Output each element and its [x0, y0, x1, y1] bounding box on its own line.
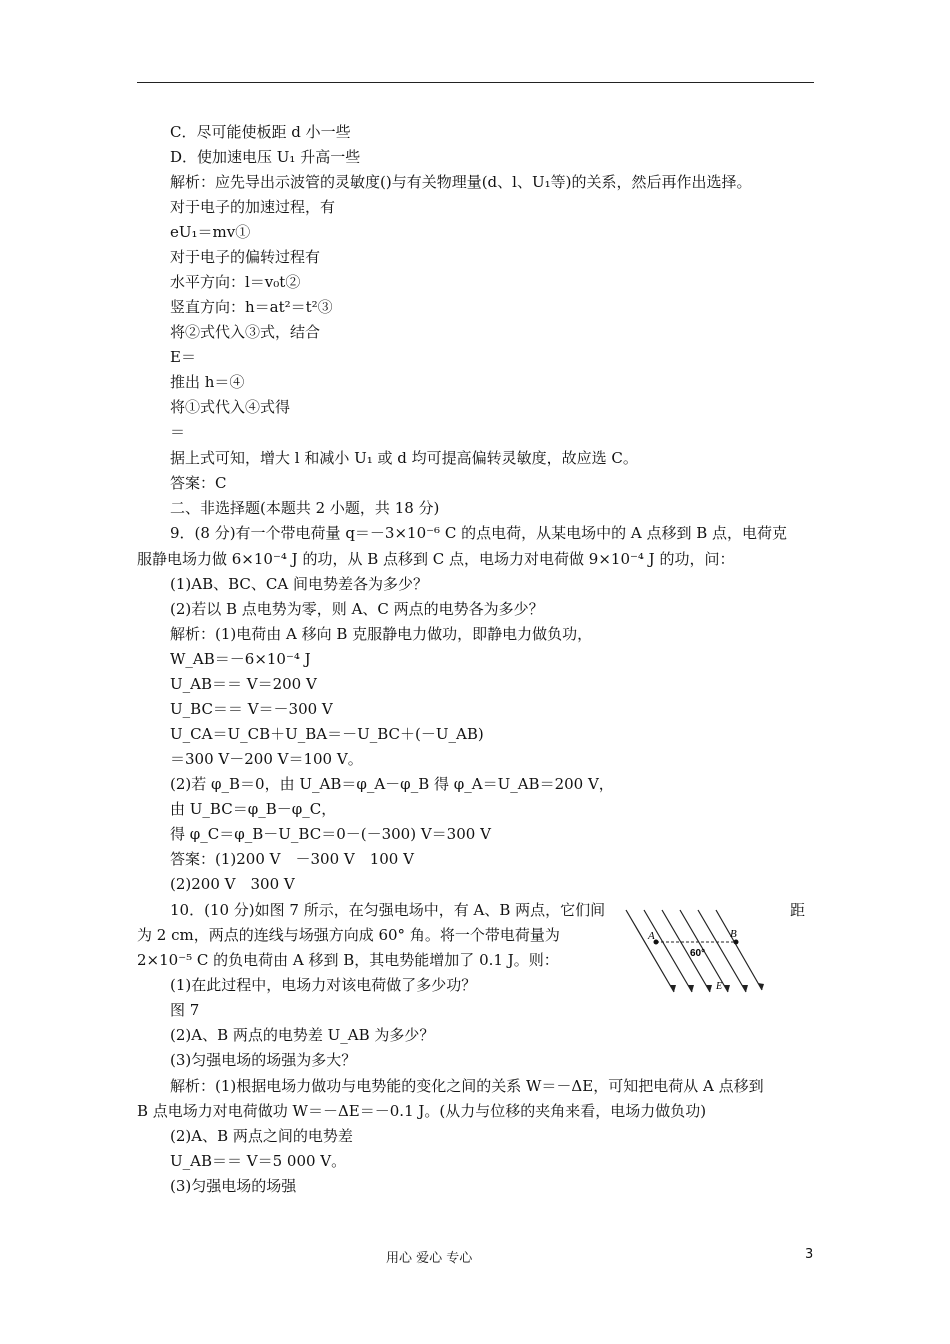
text-line: 为 2 cm，两点的连线与场强方向成 60° 角。将一个带电荷量为 [137, 926, 560, 944]
text-line: B 点电场力对电荷做功 W＝－ΔE＝－0.1 J。(从力与位移的夹角来看，电场力做负功) [137, 1102, 707, 1120]
side-word: 距 [790, 901, 806, 919]
text-line: (3)匀强电场的场强 [170, 1177, 297, 1195]
label-a: A [648, 930, 655, 942]
text-line: 推出 h＝④ [170, 373, 245, 391]
text-line: 10．(10 分)如图 7 所示，在匀强电场中，有 A、B 两点，它们间 [170, 901, 606, 919]
text-line: 9．(8 分)有一个带电荷量 q＝－3×10⁻⁶ C 的点电荷，从某电场中的 A 点移到 B 点，电荷克 [170, 524, 788, 542]
text-line: 答案：C [170, 474, 227, 492]
text-line: 由 U_BC＝φ_B－φ_C， [170, 800, 337, 818]
text-line: 竖直方向：h＝at²＝t²③ [170, 298, 333, 316]
text-line: 答案：(1)200 V －300 V 100 V [170, 850, 414, 868]
text-line: W_AB＝－6×10⁻⁴ J [170, 650, 311, 668]
text-line: 对于电子的加速过程，有 [170, 198, 336, 216]
header-rule [137, 82, 814, 83]
text-line: 服静电场力做 6×10⁻⁴ J 的功，从 B 点移到 C 点，电场力对电荷做 9×10⁻⁴ J 的功，问： [137, 550, 735, 568]
text-line: D．使加速电压 U₁ 升高一些 [170, 148, 361, 166]
text-line: 据上式可知，增大 l 和减小 U₁ 或 d 均可提高偏转灵敏度，故应选 C。 [170, 449, 638, 467]
text-line: C．尽可能使板距 d 小一些 [170, 123, 351, 141]
point-b [734, 940, 739, 945]
text-line: 解析：(1)电荷由 A 移向 B 克服静电力做功，即静电力做负功， [170, 625, 593, 643]
text-line: U_BC＝＝ V＝－300 V [170, 700, 333, 718]
text-line: 得 φ_C＝φ_B－U_BC＝0－(－300) V＝300 V [170, 825, 491, 843]
text-line: 图 7 [170, 1001, 200, 1019]
text-line: 解析：应先导出示波管的灵敏度()与有关物理量(d、l、U₁等)的关系，然后再作出选择。 [170, 173, 752, 191]
text-line: (2)A、B 两点之间的电势差 [170, 1127, 353, 1145]
text-line: 二、非选择题(本题共 2 小题，共 18 分) [170, 499, 440, 517]
text-line: (2)200 V 300 V [170, 875, 295, 893]
footer-slogan: 用心 爱心 专心 [386, 1251, 473, 1266]
text-line: 将①式代入④式得 [170, 398, 291, 416]
text-line: E＝ [170, 348, 196, 366]
text-line: (2)A、B 两点的电势差 U_AB 为多少？ [170, 1026, 435, 1044]
text-line: 将②式代入③式，结合 [170, 323, 321, 341]
text-line: 2×10⁻⁵ C 的负电荷由 A 移到 B，其电势能增加了 0.1 J。则： [137, 951, 559, 969]
text-line: 水平方向：l＝v₀t② [170, 273, 301, 291]
text-line: 解析：(1)根据电场力做功与电势能的变化之间的关系 W＝－ΔE，可知把电荷从 A 点移到 [170, 1077, 764, 1095]
text-line: U_AB＝＝ V＝200 V [170, 675, 317, 693]
page-number: 3 [805, 1247, 814, 1262]
label-e: E [716, 981, 723, 992]
text-line: (2)若 φ_B＝0，由 U_AB＝φ_A－φ_B 得 φ_A＝U_AB＝200 V， [170, 775, 614, 793]
text-line: (2)若以 B 点电势为零，则 A、C 两点的电势各为多少？ [170, 600, 544, 618]
text-line: ＝ [170, 423, 186, 441]
text-line: 对于电子的偏转过程有 [170, 248, 321, 266]
text-line: U_CA＝U_CB＋U_BA＝－U_BC＋(－U_AB) [170, 725, 484, 743]
label-angle: 60° [690, 948, 706, 959]
text-line: (3)匀强电场的场强为多大？ [170, 1051, 357, 1069]
electric-field-figure [624, 906, 764, 996]
label-b: B [730, 928, 737, 940]
text-line: (1)在此过程中，电场力对该电荷做了多少功？ [170, 976, 477, 994]
text-line: (1)AB、BC、CA 间电势差各为多少？ [170, 575, 428, 593]
text-line: eU₁＝mv① [170, 223, 251, 241]
text-line: U_AB＝＝ V＝5 000 V。 [170, 1152, 347, 1170]
text-line: ＝300 V－200 V＝100 V。 [170, 750, 363, 768]
